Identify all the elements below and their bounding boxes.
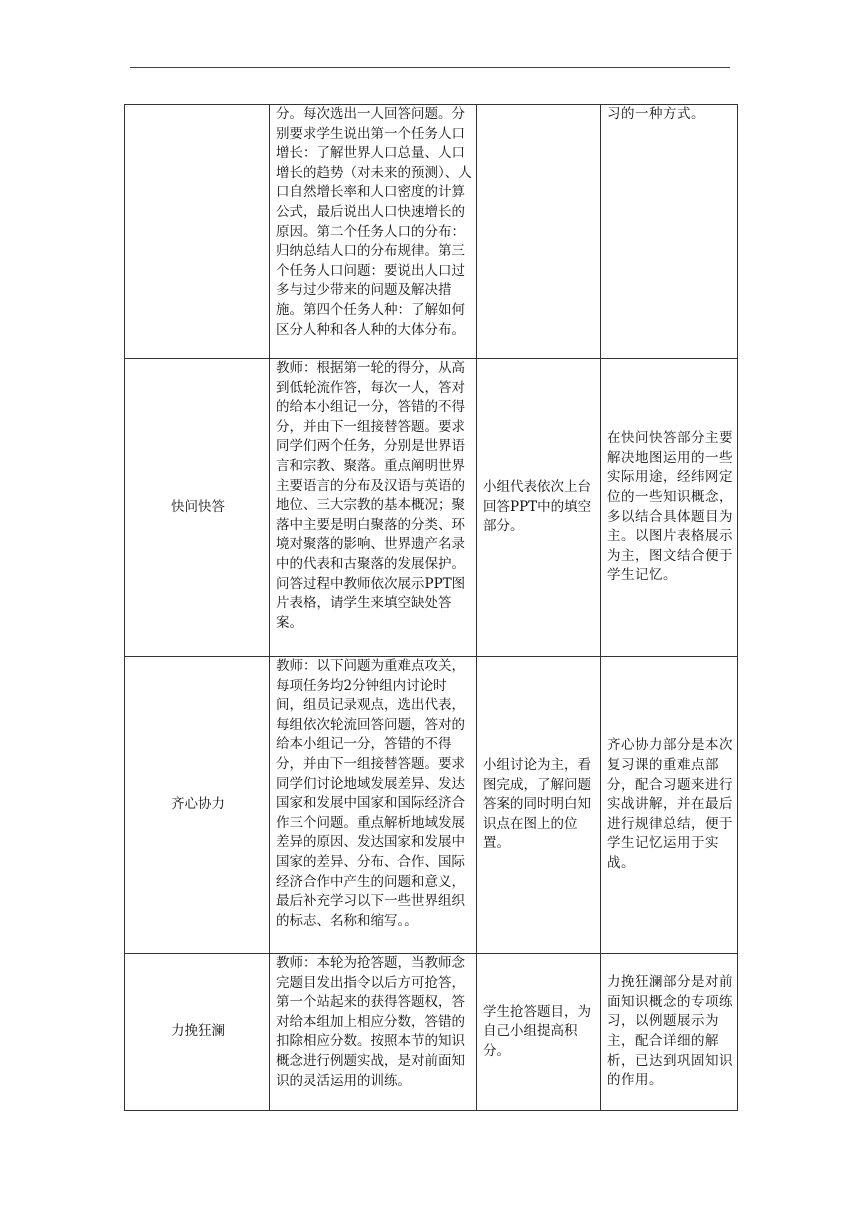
student-activity-cell xyxy=(477,105,601,359)
teacher-activity-cell: 教师：本轮为抢答题，当教师念完题目发出指令以后方可抢答，第一个站起来的获得答题权，答对给本组加上相应分数，答错的扣除相应分数。按照本节的知识概念进行例题实战，是对前面知识的灵活运用的训练。 xyxy=(270,954,477,1111)
lesson-plan-table xyxy=(124,104,738,1111)
table-row xyxy=(125,954,738,1111)
student-activity-cell: 学生抢答题目，为自己小组提高积分。 xyxy=(477,954,601,1111)
design-intent-cell: 齐心协力部分是本次复习课的重难点部分，配合习题来进行实战讲解，并在最后进行规律总结，便于学生记忆运用于实战。 xyxy=(601,657,738,954)
teacher-activity-cell: 教师：根据第一轮的得分，从高到低轮流作答，每次一人，答对的给本小组记一分，答错的不得分，并由下一组接替答题。要求同学们两个任务，分别是世界语言和宗教、聚落。重点阐明世界主要语言的分布及汉语与英语的地位、三大宗教的基本概况；聚落中主要是明白聚落的分类、环境对聚落的影响、世界遗产名录中的代表和古聚落的发展保护。问答过程中教师依次展示PPT图片表格，请学生来填空缺处答案。 xyxy=(270,359,477,657)
student-activity-cell: 小组代表依次上台回答PPT中的填空部分。 xyxy=(477,359,601,657)
header-rule xyxy=(130,67,730,68)
design-intent-cell: 在快问快答部分主要解决地图运用的一些实际用途，经纬网定位的一些知识概念，多以结合具体题目为主。以图片表格展示为主，图文结合便于学生记忆。 xyxy=(601,359,738,657)
table-row xyxy=(125,657,738,954)
stage-cell xyxy=(125,105,270,359)
design-intent-cell: 习的一种方式。 xyxy=(601,105,738,359)
teacher-activity-cell: 教师：以下问题为重难点攻关，每项任务均2分钟组内讨论时间，组员记录观点，选出代表，每组依次轮流回答问题，答对的给本小组记一分，答错的不得分，并由下一组接替答题。要求同学们讨论地域发展差异、发达国家和发展中国家和国际经济合作三个问题。重点解析地域发展差异的原因、发达国家和发展中国家的差异、分布、合作、国际经济合作中产生的问题和意义，最后补充学习以下一些世界组织的标志、名称和缩写。。 xyxy=(270,657,477,954)
table-row xyxy=(125,105,738,359)
stage-cell: 快问快答 xyxy=(125,359,270,657)
table-row xyxy=(125,359,738,657)
design-intent-cell: 力挽狂澜部分是对前面知识概念的专项练习，以例题展示为主，配合详细的解析，已达到巩固知识的作用。 xyxy=(601,954,738,1111)
stage-cell: 力挽狂澜 xyxy=(125,954,270,1111)
student-activity-cell: 小组讨论为主，看图完成，了解问题答案的同时明白知识点在图上的位置。 xyxy=(477,657,601,954)
stage-cell: 齐心协力 xyxy=(125,657,270,954)
teacher-activity-cell: 分。每次选出一人回答问题。分别要求学生说出第一个任务人口增长：了解世界人口总量、人口增长的趋势（对未来的预测）、人口自然增长率和人口密度的计算公式，最后说出人口快速增长的原因。第二个任务人口的分布：归纳总结人口的分布规律。第三个任务人口问题：要说出人口过多与过少带来的问题及解决措施。第四个任务人种：了解如何区分人种和各人种的大体分布。 xyxy=(270,105,477,359)
